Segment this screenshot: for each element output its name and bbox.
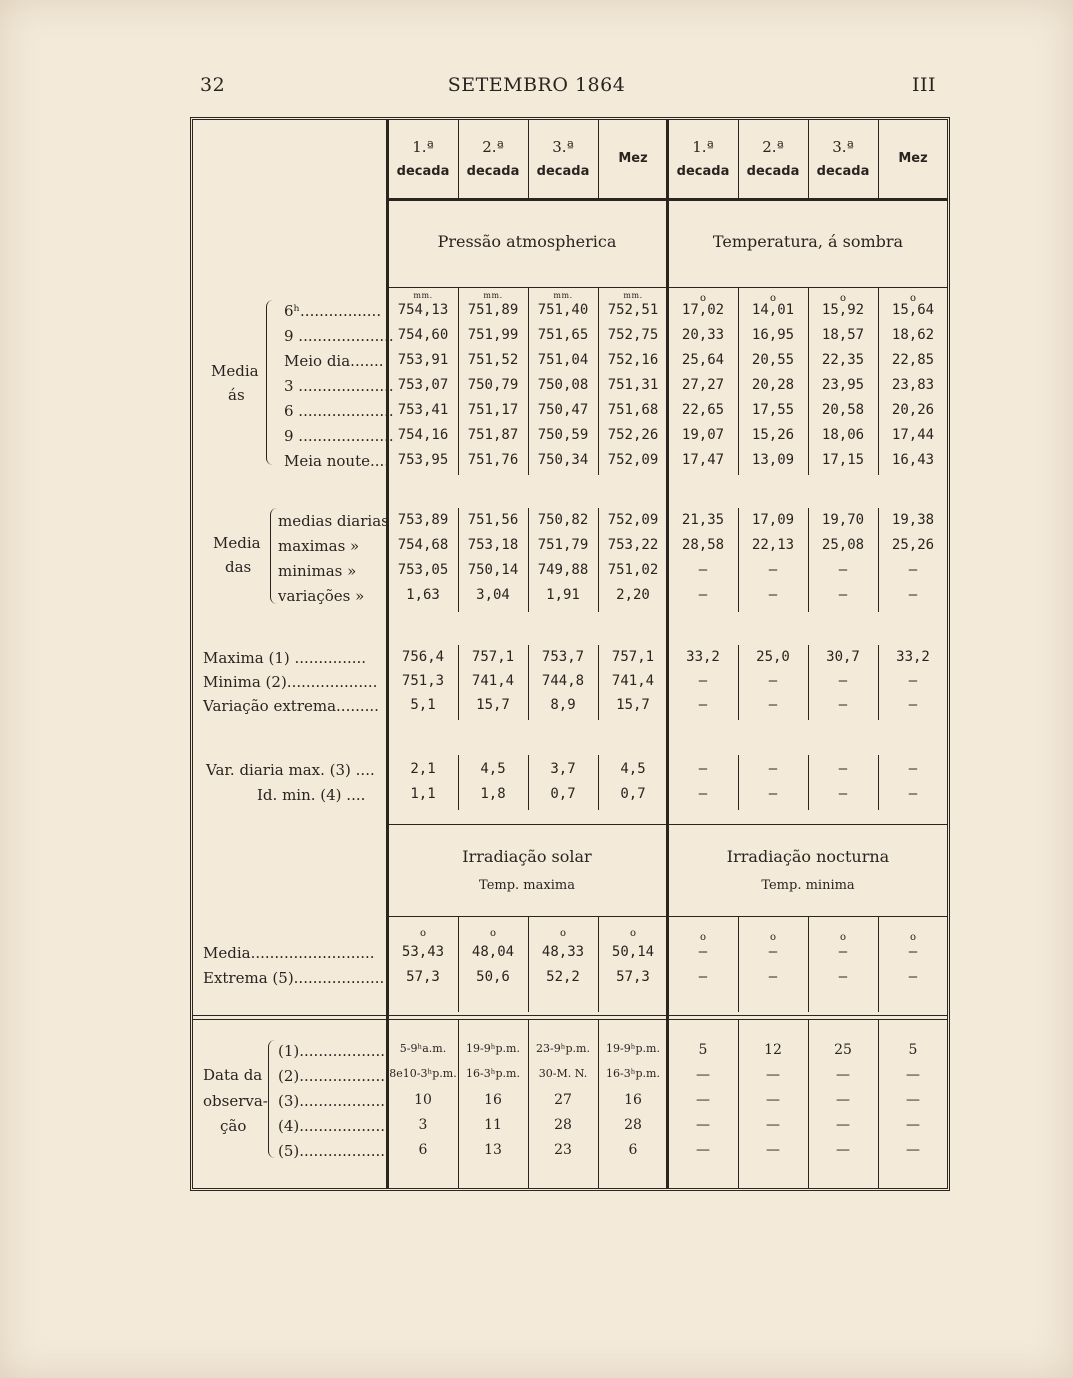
table-cell: — xyxy=(766,1142,780,1158)
table-cell: 750,79 xyxy=(467,377,519,393)
table-cell: 753,41 xyxy=(397,402,449,418)
row-label: (4)................... xyxy=(278,1117,390,1135)
table-cell: 23,83 xyxy=(891,377,935,393)
row-label: Meia noute.... xyxy=(284,452,390,470)
table-cell: 16-3ʰp.m. xyxy=(466,1067,520,1080)
row-label: Meio dia....... xyxy=(284,352,384,370)
table-cell: 11 xyxy=(484,1117,502,1133)
row-label: (3)................... xyxy=(278,1092,390,1110)
table-cell: 16 xyxy=(484,1092,502,1108)
row-label: 6 .................... xyxy=(284,402,394,420)
table-cell: 751,3 xyxy=(401,673,445,689)
table-cell: — xyxy=(766,1117,780,1133)
table-cell: 753,05 xyxy=(397,562,449,578)
table-cell: 751,89 xyxy=(467,302,519,318)
section-rule xyxy=(388,916,948,917)
column-header-label: decada xyxy=(536,164,590,179)
group-label-das: das xyxy=(225,558,252,576)
table-cell: 3,04 xyxy=(476,587,510,603)
table-cell: 754,60 xyxy=(397,327,449,343)
table-cell: 20,28 xyxy=(751,377,795,393)
table-cell: 1,8 xyxy=(480,786,506,802)
table-cell: 4,5 xyxy=(620,761,646,777)
table-cell: 22,35 xyxy=(821,352,865,368)
unit-mm: mm. xyxy=(413,291,433,300)
section-rule xyxy=(388,198,948,201)
table-cell: 27 xyxy=(554,1092,572,1108)
table-cell: 15,7 xyxy=(476,697,510,713)
row-label: Variação extrema......... xyxy=(203,697,379,715)
table-cell: — xyxy=(908,944,918,960)
table-cell: — xyxy=(906,1117,920,1133)
table-cell: 750,47 xyxy=(537,402,589,418)
table-cell: 5 xyxy=(698,1042,708,1058)
table-cell: 12 xyxy=(764,1042,782,1058)
table-cell: — xyxy=(838,944,848,960)
table-cell: 16 xyxy=(624,1092,642,1108)
table-cell: 750,08 xyxy=(537,377,589,393)
table-cell: 25,0 xyxy=(756,649,790,665)
unit-degree: o xyxy=(489,928,497,939)
section-rule xyxy=(388,824,948,825)
column-header-ordinal: 2.ª xyxy=(482,138,504,156)
table-cell: 5 xyxy=(908,1042,918,1058)
table-cell: 752,75 xyxy=(607,327,659,343)
table-cell: 16-3ʰp.m. xyxy=(606,1067,660,1080)
table-cell: 25,64 xyxy=(681,352,725,368)
table-cell: — xyxy=(908,562,918,578)
table-cell: 17,55 xyxy=(751,402,795,418)
table-cell: — xyxy=(698,587,708,603)
table-cell: 753,7 xyxy=(541,649,585,665)
row-label: Maxima (1) ............... xyxy=(203,649,367,667)
table-cell: 19,70 xyxy=(821,512,865,528)
unit-degree: o xyxy=(909,293,917,304)
unit-degree: o xyxy=(629,928,637,939)
table-cell: 27,27 xyxy=(681,377,725,393)
unit-mm: mm. xyxy=(553,291,573,300)
column-header-ordinal: 3.ª xyxy=(552,138,574,156)
table-cell: 753,07 xyxy=(397,377,449,393)
table-cell: 17,47 xyxy=(681,452,725,468)
table-cell: — xyxy=(838,969,848,985)
row-label: 3 .................... xyxy=(284,377,394,395)
row-label: (5)................... xyxy=(278,1142,390,1160)
table-cell: 22,85 xyxy=(891,352,935,368)
row-label: (2)................... xyxy=(278,1067,390,1085)
table-cell: 749,88 xyxy=(537,562,589,578)
table-cell: 741,4 xyxy=(471,673,515,689)
table-cell: 753,89 xyxy=(397,512,449,528)
table-cell: 53,43 xyxy=(401,944,445,960)
table-cell: 744,8 xyxy=(541,673,585,689)
table-cell: 16,43 xyxy=(891,452,935,468)
table-cell: — xyxy=(768,761,778,777)
table-cell: 15,26 xyxy=(751,427,795,443)
table-cell: 28,58 xyxy=(681,537,725,553)
table-cell: 10 xyxy=(414,1092,432,1108)
table-cell: 50,6 xyxy=(476,969,510,985)
table-cell: — xyxy=(838,673,848,689)
table-cell: 25,26 xyxy=(891,537,935,553)
group-label-as: ás xyxy=(228,386,245,404)
table-cell: — xyxy=(836,1092,850,1108)
table-cell: — xyxy=(698,697,708,713)
table-cell: 25 xyxy=(834,1042,852,1058)
table-cell: — xyxy=(766,1092,780,1108)
table-cell: — xyxy=(698,786,708,802)
column-divider xyxy=(808,120,809,198)
double-rule-top xyxy=(193,1015,947,1016)
unit-degree: o xyxy=(769,293,777,304)
table-cell: 19-9ʰp.m. xyxy=(606,1042,660,1055)
brace-dates xyxy=(268,1040,275,1158)
table-cell: 753,95 xyxy=(397,452,449,468)
table-cell: 30,7 xyxy=(826,649,860,665)
volume-number: III xyxy=(912,74,937,96)
table-cell: — xyxy=(768,697,778,713)
table-cell: 741,4 xyxy=(611,673,655,689)
group-label-observa: observa- xyxy=(203,1092,268,1110)
table-cell: 4,5 xyxy=(480,761,506,777)
table-cell: 8e10-3ʰp.m. xyxy=(389,1067,457,1080)
table-cell: 48,33 xyxy=(541,944,585,960)
table-cell: — xyxy=(836,1142,850,1158)
table-cell: 751,68 xyxy=(607,402,659,418)
table-cell: 23,95 xyxy=(821,377,865,393)
section-title-nocturnal: Irradiação nocturna xyxy=(726,847,890,866)
row-label: 9 .................... xyxy=(284,327,394,345)
column-divider xyxy=(528,120,529,198)
column-header-label: decada xyxy=(746,164,800,179)
column-header-label: decada xyxy=(466,164,520,179)
table-cell: 752,09 xyxy=(607,512,659,528)
table-cell: 19,07 xyxy=(681,427,725,443)
row-label: 9 .................... xyxy=(284,427,394,445)
table-cell: — xyxy=(768,969,778,985)
column-header-month: Mez xyxy=(898,151,928,166)
column-divider xyxy=(738,916,739,1012)
table-cell: — xyxy=(838,562,848,578)
unit-mm: mm. xyxy=(483,291,503,300)
table-cell: — xyxy=(698,944,708,960)
column-header-label: decada xyxy=(396,164,450,179)
table-cell: 33,2 xyxy=(686,649,720,665)
table-cell: — xyxy=(698,673,708,689)
column-header-ordinal: 1.ª xyxy=(692,138,714,156)
table-cell: — xyxy=(698,562,708,578)
table-cell: — xyxy=(836,1117,850,1133)
table-cell: 18,57 xyxy=(821,327,865,343)
table-cell: — xyxy=(698,969,708,985)
table-cell: — xyxy=(696,1067,710,1083)
table-cell: 28 xyxy=(554,1117,572,1133)
table-cell: 22,13 xyxy=(751,537,795,553)
section-subtitle-solar: Temp. maxima xyxy=(479,878,575,893)
table-cell: — xyxy=(768,786,778,802)
table-cell: 751,99 xyxy=(467,327,519,343)
table-cell: 753,91 xyxy=(397,352,449,368)
table-cell: 2,20 xyxy=(616,587,650,603)
table-cell: 57,3 xyxy=(406,969,440,985)
table-cell: — xyxy=(908,786,918,802)
table-cell: 751,79 xyxy=(537,537,589,553)
column-divider xyxy=(808,916,809,1012)
unit-degree: o xyxy=(419,928,427,939)
column-header-label: decada xyxy=(676,164,730,179)
row-label: variações » xyxy=(278,587,365,605)
row-label: medias diarias xyxy=(278,512,389,530)
table-cell: 757,1 xyxy=(471,649,515,665)
table-cell: — xyxy=(836,1067,850,1083)
table-cell: 8,9 xyxy=(550,697,576,713)
table-cell: 750,14 xyxy=(467,562,519,578)
table-cell: 3 xyxy=(418,1117,428,1133)
table-cell: 18,62 xyxy=(891,327,935,343)
table-cell: 751,87 xyxy=(467,427,519,443)
row-label: Minima (2)................... xyxy=(203,673,378,691)
row-label: Extrema (5)................... xyxy=(203,969,385,987)
row-label: minimas » xyxy=(278,562,357,580)
table-cell: 18,06 xyxy=(821,427,865,443)
table-cell: — xyxy=(768,944,778,960)
group-label-media: Media xyxy=(213,534,261,552)
table-cell: 752,16 xyxy=(607,352,659,368)
table-cell: 750,59 xyxy=(537,427,589,443)
table-cell: 52,2 xyxy=(546,969,580,985)
unit-degree: o xyxy=(769,932,777,943)
section-title-temperature: Temperatura, á sombra xyxy=(712,232,904,251)
group-label-data-da: Data da xyxy=(203,1066,263,1084)
table-cell: 751,04 xyxy=(537,352,589,368)
unit-degree: o xyxy=(699,293,707,304)
table-cell: 21,35 xyxy=(681,512,725,528)
table-cell: — xyxy=(766,1067,780,1083)
table-cell: — xyxy=(908,587,918,603)
column-header-month: Mez xyxy=(618,151,648,166)
table-cell: 6 xyxy=(628,1142,638,1158)
table-cell: — xyxy=(908,697,918,713)
section-title-pressure: Pressão atmospherica xyxy=(437,232,617,251)
table-cell: 30-M. N. xyxy=(538,1067,588,1080)
unit-degree: o xyxy=(699,932,707,943)
table-cell: 753,18 xyxy=(467,537,519,553)
table-cell: 3,7 xyxy=(550,761,576,777)
unit-degree: o xyxy=(909,932,917,943)
row-label: Media.......................... xyxy=(203,944,375,962)
table-cell: 751,52 xyxy=(467,352,519,368)
table-cell: 751,17 xyxy=(467,402,519,418)
table-cell: — xyxy=(698,761,708,777)
table-cell: — xyxy=(838,761,848,777)
table-cell: 22,65 xyxy=(681,402,725,418)
table-cell: 752,26 xyxy=(607,427,659,443)
table-cell: 17,09 xyxy=(751,512,795,528)
table-cell: 14,01 xyxy=(751,302,795,318)
brace-media-as xyxy=(266,300,273,465)
table-cell: 750,82 xyxy=(537,512,589,528)
table-cell: — xyxy=(768,673,778,689)
table-cell: — xyxy=(906,1067,920,1083)
section-subtitle-nocturnal: Temp. minima xyxy=(761,878,855,893)
table-cell: 757,1 xyxy=(611,649,655,665)
table-cell: 19-9ʰp.m. xyxy=(466,1042,520,1055)
table-cell: 754,68 xyxy=(397,537,449,553)
brace-media-das xyxy=(270,508,277,604)
column-divider xyxy=(458,120,459,198)
table-cell: — xyxy=(838,786,848,802)
table-cell: 752,51 xyxy=(607,302,659,318)
section-rule xyxy=(388,287,948,288)
page-title: SETEMBRO 1864 xyxy=(447,74,626,96)
table-cell: 15,92 xyxy=(821,302,865,318)
row-label: 6ʰ................. xyxy=(284,302,382,320)
table-cell: 20,33 xyxy=(681,327,725,343)
table-cell: 13 xyxy=(484,1142,502,1158)
column-header-label: decada xyxy=(816,164,870,179)
table-cell: — xyxy=(696,1092,710,1108)
table-cell: 20,26 xyxy=(891,402,935,418)
table-cell: 1,63 xyxy=(406,587,440,603)
table-cell: 752,09 xyxy=(607,452,659,468)
table-cell: 50,14 xyxy=(611,944,655,960)
table-cell: 1,91 xyxy=(546,587,580,603)
table-cell: 23 xyxy=(554,1142,572,1158)
group-label-cao: ção xyxy=(220,1117,247,1135)
table-cell: 750,34 xyxy=(537,452,589,468)
table-cell: 16,95 xyxy=(751,327,795,343)
table-cell: — xyxy=(906,1142,920,1158)
table-cell: — xyxy=(908,761,918,777)
unit-mm: mm. xyxy=(623,291,643,300)
table-cell: 13,09 xyxy=(751,452,795,468)
table-cell: — xyxy=(768,562,778,578)
table-cell: 751,65 xyxy=(537,327,589,343)
table-cell: — xyxy=(838,587,848,603)
table-cell: 17,02 xyxy=(681,302,725,318)
table-cell: — xyxy=(768,587,778,603)
table-cell: 751,40 xyxy=(537,302,589,318)
section-title-solar: Irradiação solar xyxy=(462,847,592,866)
table-cell: 19,38 xyxy=(891,512,935,528)
double-rule-bottom xyxy=(193,1019,947,1020)
table-cell: 751,56 xyxy=(467,512,519,528)
table-cell: 25,08 xyxy=(821,537,865,553)
row-label: (1)................... xyxy=(278,1042,390,1060)
table-cell: 6 xyxy=(418,1142,428,1158)
table-cell: 23-9ʰp.m. xyxy=(536,1042,590,1055)
column-header-ordinal: 2.ª xyxy=(762,138,784,156)
table-cell: 2,1 xyxy=(410,761,436,777)
page-number: 32 xyxy=(200,74,226,96)
table-cell: 28 xyxy=(624,1117,642,1133)
unit-degree: o xyxy=(559,928,567,939)
table-cell: 753,22 xyxy=(607,537,659,553)
table-cell: — xyxy=(908,673,918,689)
table-cell: — xyxy=(696,1117,710,1133)
table-cell: 20,58 xyxy=(821,402,865,418)
table-cell: 5-9ʰa.m. xyxy=(399,1042,447,1055)
row-label: Id. min. (4) .... xyxy=(257,786,366,804)
table-cell: 754,13 xyxy=(397,302,449,318)
unit-degree: o xyxy=(839,293,847,304)
table-cell: 48,04 xyxy=(471,944,515,960)
table-cell: 751,31 xyxy=(607,377,659,393)
row-label: maximas » xyxy=(278,537,360,555)
column-divider xyxy=(878,916,879,1012)
table-cell: 17,15 xyxy=(821,452,865,468)
column-divider xyxy=(738,120,739,198)
unit-degree: o xyxy=(839,932,847,943)
table-cell: 15,7 xyxy=(616,697,650,713)
table-cell: 751,02 xyxy=(607,562,659,578)
table-cell: 756,4 xyxy=(401,649,445,665)
row-label: Var. diaria max. (3) .... xyxy=(206,761,375,779)
table-cell: 57,3 xyxy=(616,969,650,985)
table-cell: 0,7 xyxy=(550,786,576,802)
table-cell: — xyxy=(906,1092,920,1108)
column-header-ordinal: 3.ª xyxy=(832,138,854,156)
table-cell: 5,1 xyxy=(410,697,436,713)
table-cell: 15,64 xyxy=(891,302,935,318)
table-cell: 1,1 xyxy=(410,786,436,802)
table-cell: 0,7 xyxy=(620,786,646,802)
table-cell: — xyxy=(908,969,918,985)
group-label-media: Media xyxy=(211,362,259,380)
table-cell: 33,2 xyxy=(896,649,930,665)
table-cell: — xyxy=(838,697,848,713)
column-header-ordinal: 1.ª xyxy=(412,138,434,156)
table-cell: 751,76 xyxy=(467,452,519,468)
table-cell: 17,44 xyxy=(891,427,935,443)
table-cell: 754,16 xyxy=(397,427,449,443)
table-cell: 20,55 xyxy=(751,352,795,368)
table-cell: — xyxy=(696,1142,710,1158)
